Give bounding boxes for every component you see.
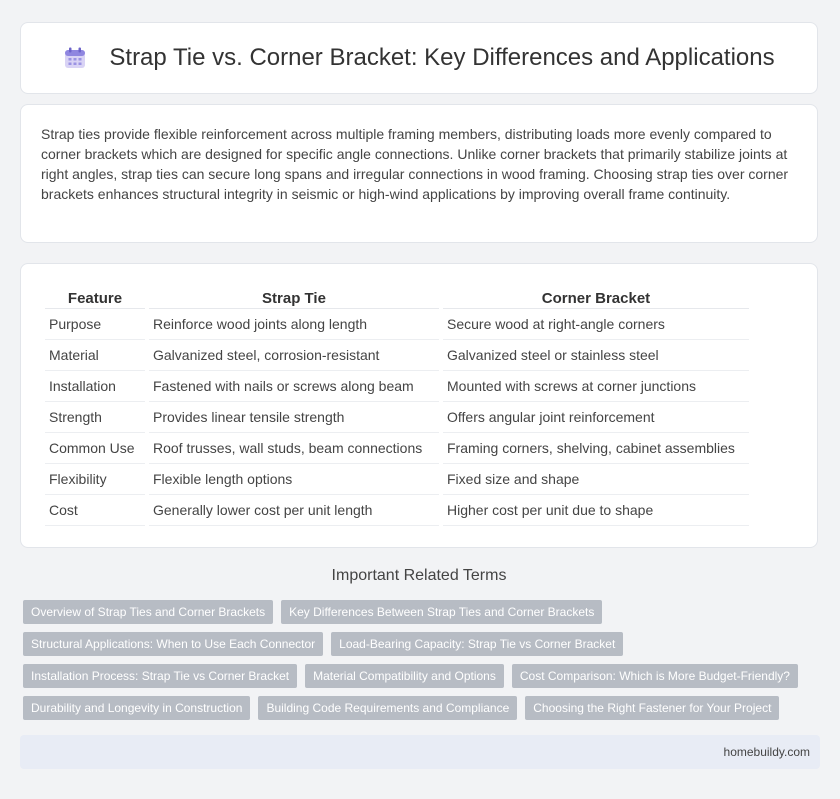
table-cell: Flexibility bbox=[45, 464, 145, 495]
table-row bbox=[45, 402, 749, 433]
page-footer bbox=[20, 735, 820, 769]
table-cell: Roof trusses, wall studs, beam connections bbox=[149, 433, 439, 464]
table-cell: Strength bbox=[45, 402, 145, 433]
table-cell: Material bbox=[45, 340, 145, 371]
related-tag[interactable]: Building Code Requirements and Compliance bbox=[258, 696, 517, 720]
table-cell: Fastened with nails or screws along beam bbox=[149, 371, 439, 402]
comparison-table bbox=[41, 286, 753, 526]
table-cell: Flexible length options bbox=[149, 464, 439, 495]
table-cell: Generally lower cost per unit length bbox=[149, 495, 439, 526]
tag-row bbox=[23, 600, 823, 624]
page-header bbox=[20, 22, 818, 94]
table-cell: Fixed size and shape bbox=[443, 464, 749, 495]
related-terms-section bbox=[20, 567, 818, 585]
table-row bbox=[45, 433, 749, 464]
table-cell: Galvanized steel or stainless steel bbox=[443, 340, 749, 371]
related-tag[interactable]: Material Compatibility and Options bbox=[305, 664, 504, 688]
related-tag[interactable]: Durability and Longevity in Construction bbox=[23, 696, 250, 720]
tag-row bbox=[23, 696, 823, 720]
related-tag[interactable]: Installation Process: Strap Tie vs Corner Bracket bbox=[23, 664, 297, 688]
related-tag[interactable]: Load-Bearing Capacity: Strap Tie vs Corner Bracket bbox=[331, 632, 623, 656]
table-row bbox=[45, 495, 749, 526]
page-title: Strap Tie vs. Corner Bracket: Key Differences and Applications bbox=[109, 44, 775, 71]
tag-row bbox=[23, 632, 823, 656]
related-tag[interactable]: Overview of Strap Ties and Corner Brackets bbox=[23, 600, 273, 624]
table-cell: Mounted with screws at corner junctions bbox=[443, 371, 749, 402]
table-row bbox=[45, 340, 749, 371]
table-cell: Galvanized steel, corrosion-resistant bbox=[149, 340, 439, 371]
table-cell: Secure wood at right-angle corners bbox=[443, 309, 749, 340]
column-header-feature: Feature bbox=[45, 286, 145, 309]
intro-card bbox=[20, 104, 818, 243]
related-tags bbox=[23, 600, 823, 728]
table-row bbox=[45, 371, 749, 402]
table-row bbox=[45, 464, 749, 495]
column-header-corner-bracket: Corner Bracket bbox=[443, 286, 749, 309]
related-tag[interactable]: Structural Applications: When to Use Each Connector bbox=[23, 632, 323, 656]
table-cell: Provides linear tensile strength bbox=[149, 402, 439, 433]
footer-site-name[interactable]: homebuildy.com bbox=[723, 745, 810, 759]
calendar-icon bbox=[63, 46, 87, 70]
table-header-row bbox=[45, 286, 749, 309]
tag-row bbox=[23, 664, 823, 688]
table-cell: Cost bbox=[45, 495, 145, 526]
comparison-card bbox=[20, 263, 818, 548]
table-row bbox=[45, 309, 749, 340]
intro-paragraph: Strap ties provide flexible reinforcement across multiple framing members, distributing loads more evenly compared to corner brackets which are designed for specific angle connections. Unlike corner brackets that primarily stabilize joints at right angles, strap ties can secure long spans and irregular connections in wood framing. Choosing strap ties over corner brackets enhances structural integrity in seismic or high-wind applications by improving overall frame continuity. bbox=[41, 126, 789, 202]
table-cell: Reinforce wood joints along length bbox=[149, 309, 439, 340]
table-cell: Common Use bbox=[45, 433, 145, 464]
related-tag[interactable]: Choosing the Right Fastener for Your Project bbox=[525, 696, 779, 720]
column-header-strap-tie: Strap Tie bbox=[149, 286, 439, 309]
related-tag[interactable]: Key Differences Between Strap Ties and Corner Brackets bbox=[281, 600, 602, 624]
table-cell: Installation bbox=[45, 371, 145, 402]
table-cell: Higher cost per unit due to shape bbox=[443, 495, 749, 526]
related-tag[interactable]: Cost Comparison: Which is More Budget-Friendly? bbox=[512, 664, 798, 688]
table-cell: Framing corners, shelving, cabinet assemblies bbox=[443, 433, 749, 464]
table-cell: Purpose bbox=[45, 309, 145, 340]
related-terms-heading: Important Related Terms bbox=[331, 567, 507, 584]
table-cell: Offers angular joint reinforcement bbox=[443, 402, 749, 433]
